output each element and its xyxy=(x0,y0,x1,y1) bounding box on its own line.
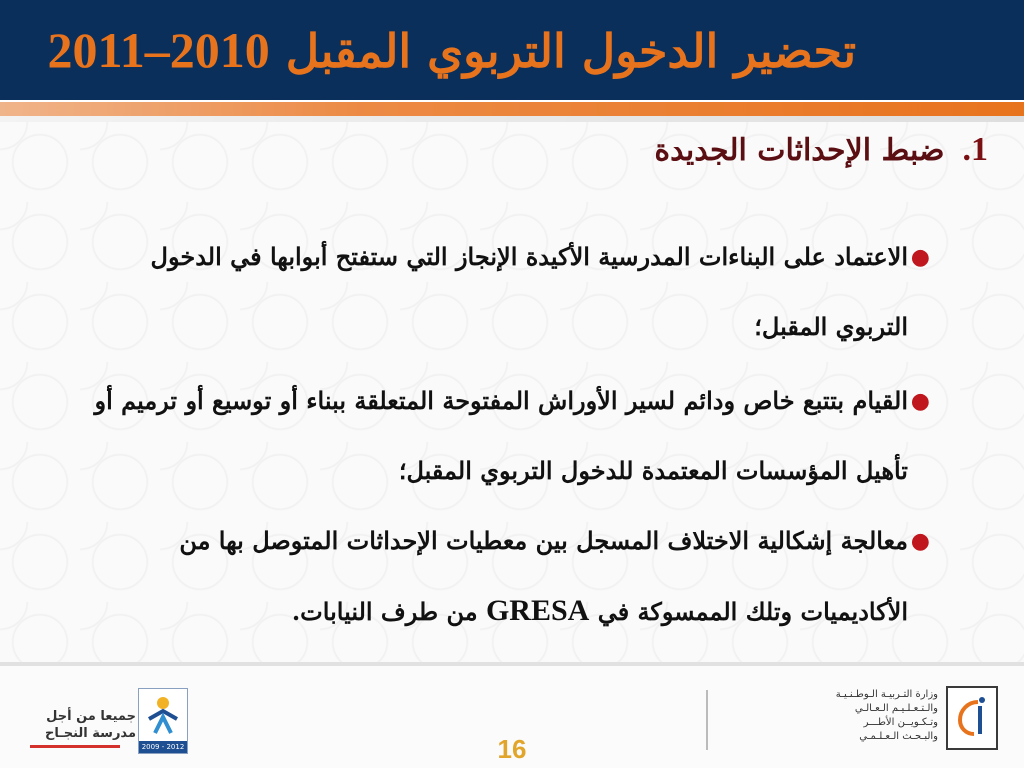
ministry-line-4: والبـحـث الـعـلـمـي xyxy=(859,731,938,742)
bullet-dot-icon: ● xyxy=(910,528,930,554)
list-item xyxy=(28,506,930,647)
list-item xyxy=(28,222,930,362)
ministry-logo-graphic xyxy=(948,688,996,748)
section-title: ضبط الإحداثات الجديدة xyxy=(654,133,945,168)
ministry-line-1: وزارة التـربيـة الـوطـنـيـة xyxy=(835,689,938,700)
bullet-list-item-2 xyxy=(28,366,930,506)
slide-title-text: تحضير الدخول التربوي المقبل xyxy=(285,24,856,78)
bullet-3-line-2-after: من طرف النيابات. xyxy=(291,597,478,626)
bullet-3-line-1: معالجة إشكالية الاختلاف المسجل بين معطيات الإحداثات المتوصل بها من xyxy=(179,526,908,555)
header-orange-stripe xyxy=(0,102,1024,116)
slogan-line-2: مدرسة النجـاح xyxy=(45,726,136,741)
bullet-3-line-2-before: الأكاديميات وتلك الممسوكة في xyxy=(597,597,908,626)
slogan-line-1: جميعا من أجل xyxy=(46,709,136,724)
gresa-label: GRESA xyxy=(485,594,590,627)
header-bar xyxy=(0,0,1024,100)
bullet-list-item-3 xyxy=(28,506,930,647)
bullet-2-line-1: القيام بتتبع خاص ودائم لسير الأوراش المفتوحة المتعلقة ببناء أو توسيع أو ترميم أو xyxy=(94,386,908,415)
ministry-logo-icon xyxy=(946,686,998,750)
bullet-dot-icon: ● xyxy=(910,244,930,270)
bullet-3-line-2 xyxy=(28,576,908,647)
list-item xyxy=(28,366,930,506)
section-number: 1. xyxy=(962,131,988,168)
ministry-line-2: والـتـعـلـيـم الـعـالـي xyxy=(854,703,938,714)
ministry-line-3: وتـكـويــن الأطـــر xyxy=(863,717,938,728)
bullet-dot-icon: ● xyxy=(910,388,930,414)
bullet-1-line-1: الاعتماد على البناءات المدرسية الأكيدة الإنجاز التي ستفتح أبوابها في الدخول xyxy=(150,242,908,271)
section-heading xyxy=(654,128,988,173)
plan-years: 2009 - 2012 xyxy=(139,741,187,753)
ministry-name xyxy=(708,688,938,744)
slide-title-years: 2010–2011 xyxy=(47,22,270,78)
bullet-2-line-2: تأهيل المؤسسات المعتمدة للدخول التربوي المقبل؛ xyxy=(398,456,908,485)
bullet-list-item-1 xyxy=(28,222,930,362)
page-number: 16 xyxy=(497,734,527,764)
slide-title xyxy=(47,22,856,79)
bullet-1-line-2: التربوي المقبل؛ xyxy=(754,312,908,341)
